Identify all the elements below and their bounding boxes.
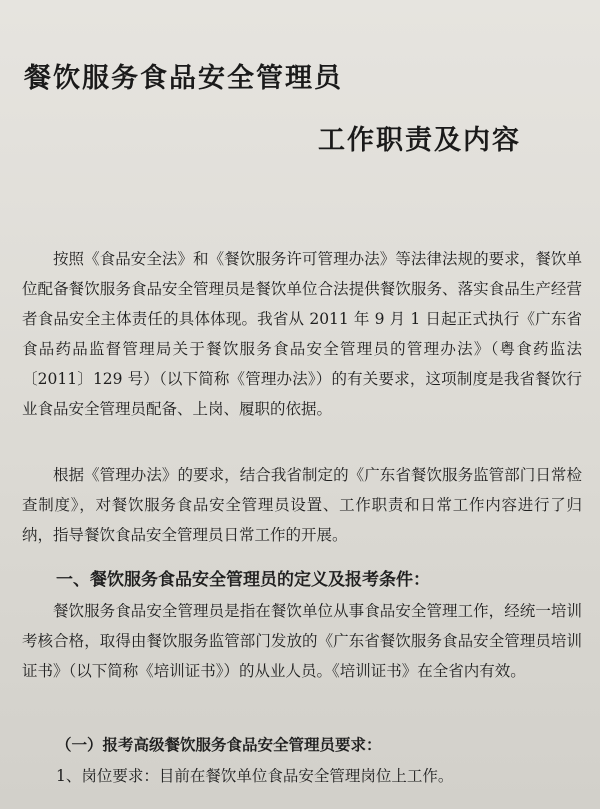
paragraph-definition: 餐饮服务食品安全管理员是指在餐饮单位从事食品安全管理工作，经统一培训考核合格，取得由餐饮服务监管部门发放的《广东省餐饮服务食品安全管理员培训证书》（以下简称《培训证书》）的从业人员。《培训证书》在全省内有效。 — [22, 602, 582, 680]
document-title-line-2: 工作职责及内容 — [318, 125, 521, 156]
section-heading-definition: 一、餐饮服务食品安全管理员的定义及报考条件： — [56, 570, 430, 590]
document-title-line-1: 餐饮服务食品安全管理员 — [24, 63, 343, 94]
paragraph-basis: 根据《管理办法》的要求，结合我省制定的《广东省餐饮服务监管部门日常检查制度》，对餐饮服务食品安全管理员设置、工作职责和日常工作内容进行了归纳，指导餐饮食品安全管理员日常工作的开展。 — [22, 466, 582, 544]
list-item-position-requirement: 1、岗位要求：目前在餐饮单位食品安全管理岗位上工作。 — [56, 767, 454, 785]
subsection-heading-senior-requirements: （一）报考高级餐饮服务食品安全管理员要求： — [56, 736, 382, 754]
paragraph-intro: 按照《食品安全法》和《餐饮服务许可管理办法》等法律法规的要求，餐饮单位配备餐饮服务食品安全管理员是餐饮单位合法提供餐饮服务、落实食品生产经营者食品安全主体责任的具体体现。我省从 2011 年 9 月 1 日起正式执行《广东省食品药品监督管理局关于餐饮服务食品安全管理员的管理办法》（粤食药监法〔2011〕129 号）（以下简称《管理办法》）的有关要求，这项制度是我省餐饮行业食品安全管理员配备、上岗、履职的依据。 — [22, 250, 582, 418]
